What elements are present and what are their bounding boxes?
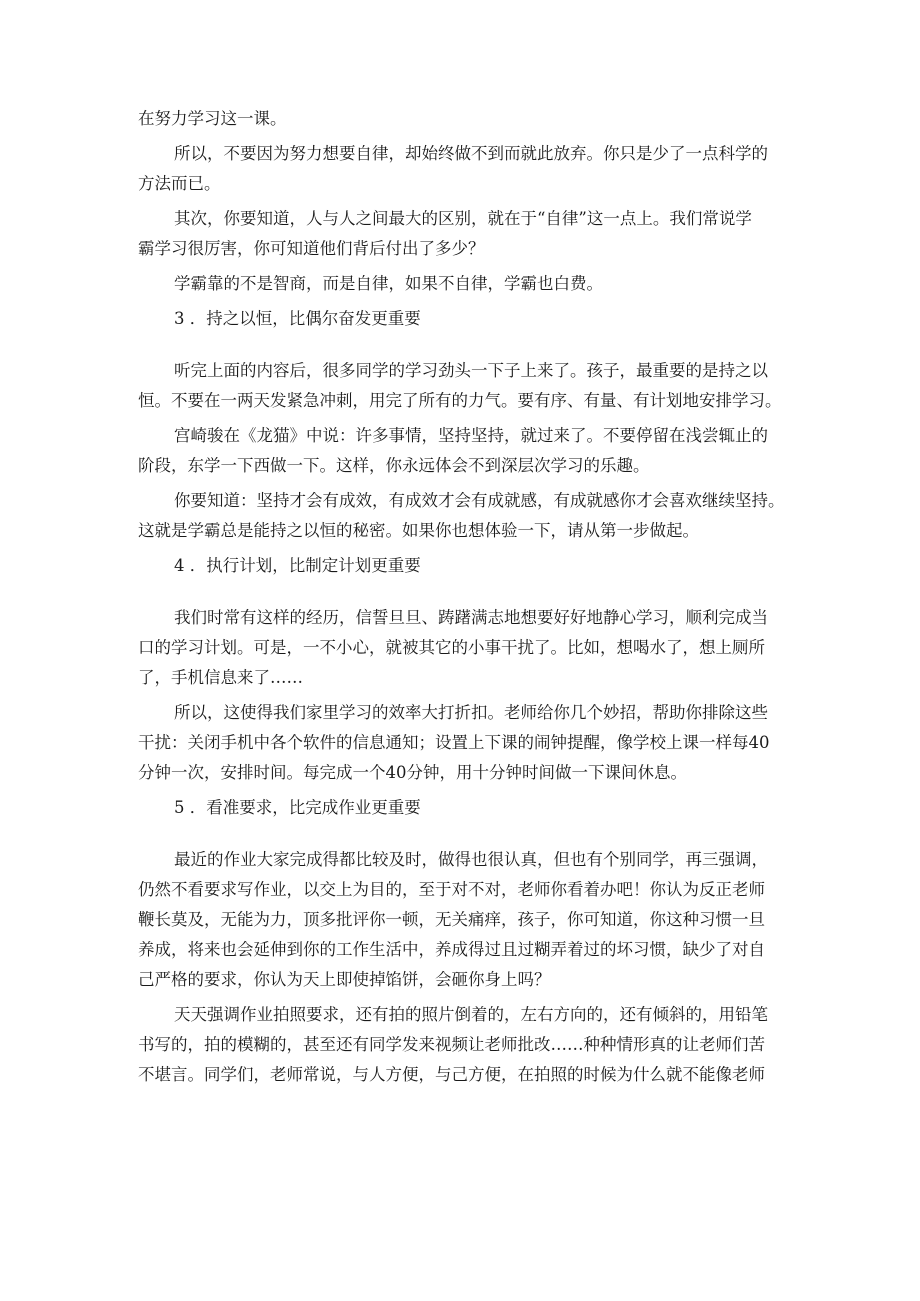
paragraph-line: 最近的作业大家完成得都比较及时，做得也很认真，但也有个别同学，再三强调，	[174, 850, 768, 869]
paragraph-line: 这就是学霸总是能持之以恒的秘密。如果你也想体验一下，请从第一步做起。	[138, 521, 699, 540]
paragraph-line: 其次，你要知道，人与人之间最大的区别，就在于“自律”这一点上。我们常说学	[174, 209, 752, 228]
paragraph-line: 阶段，东学一下西做一下。这样，你永远体会不到深层次学习的乐趣。	[138, 456, 650, 475]
paragraph-line: 恒。不要在一两天发紧急冲刺，用完了所有的力气。要有序、有量、有计划地安排学习。	[138, 391, 782, 410]
paragraph-line: 口的学习计划。可是，一不小心，就被其它的小事干扰了。比如，想喝水了，想上厕所	[138, 638, 765, 657]
section-heading: 4 ．执行计划，比制定计划更重要	[174, 556, 421, 575]
paragraph-line: 分钟一次，安排时间。每完成一个40分钟，用十分钟时间做一下课间休息。	[138, 763, 687, 782]
paragraph-line: 书写的，拍的模糊的，甚至还有同学发来视频让老师批改……种种情形真的让老师们苦	[138, 1035, 765, 1054]
paragraph-line: 了，手机信息来了……	[138, 668, 303, 687]
paragraph-line: 宫崎骏在《龙猫》中说：许多事情，坚持坚持，就过来了。不要停留在浅尝辄止的	[174, 426, 768, 445]
paragraph-line: 天天强调作业拍照要求，还有拍的照片倒着的，左右方向的，还有倾斜的，用铅笔	[174, 1005, 768, 1024]
paragraph-line: 你要知道：坚持才会有成效，有成效才会有成就感，有成就感你才会喜欢继续坚持。	[174, 491, 785, 510]
paragraph-line: 方法而已。	[138, 174, 221, 193]
paragraph-line: 不堪言。同学们，老师常说，与人方便，与己方便，在拍照的时候为什么就不能像老师	[138, 1065, 765, 1084]
paragraph-line: 霸学习很厉害，你可知道他们背后付出了多少？	[138, 239, 485, 258]
section-heading: 5 ．看准要求，比完成作业更重要	[174, 798, 421, 817]
paragraph-line: 鞭长莫及，无能为力，顶多批评你一顿，无关痛痒，孩子，你可知道，你这种习惯一旦	[138, 910, 765, 929]
paragraph-line: 我们时常有这样的经历，信誓旦旦、踌躇满志地想要好好地静心学习，顺利完成当	[174, 608, 768, 627]
paragraph-line: 所以，不要因为努力想要自律，却始终做不到而就此放弃。你只是少了一点科学的	[174, 144, 768, 163]
paragraph-line: 仍然不看要求写作业，以交上为目的，至于对不对，老师你看着办吧！你认为反正老师	[138, 880, 765, 899]
document-page	[138, 104, 790, 1090]
paragraph-line: 干扰：关闭手机中各个软件的信息通知；设置上下课的闹钟提醒，像学校上课一样每40	[138, 733, 770, 752]
paragraph-line: 听完上面的内容后，很多同学的学习劲头一下子上来了。孩子，最重要的是持之以	[174, 361, 768, 380]
paragraph-line: 在努力学习这一课。	[138, 109, 287, 128]
paragraph-line: 养成，将来也会延伸到你的工作生活中，养成得过且过糊弄着过的坏习惯，缺少了对自	[138, 940, 765, 959]
paragraph-line: 己严格的要求，你认为天上即使掉馅饼，会砸你身上吗？	[138, 970, 551, 989]
paragraph-line: 学霸靠的不是智商，而是自律，如果不自律，学霸也白费。	[174, 274, 603, 293]
paragraph-line: 所以，这使得我们家里学习的效率大打折扣。老师给你几个妙招，帮助你排除这些	[174, 703, 768, 722]
section-heading: 3 ．持之以恒，比偶尔奋发更重要	[174, 309, 421, 328]
